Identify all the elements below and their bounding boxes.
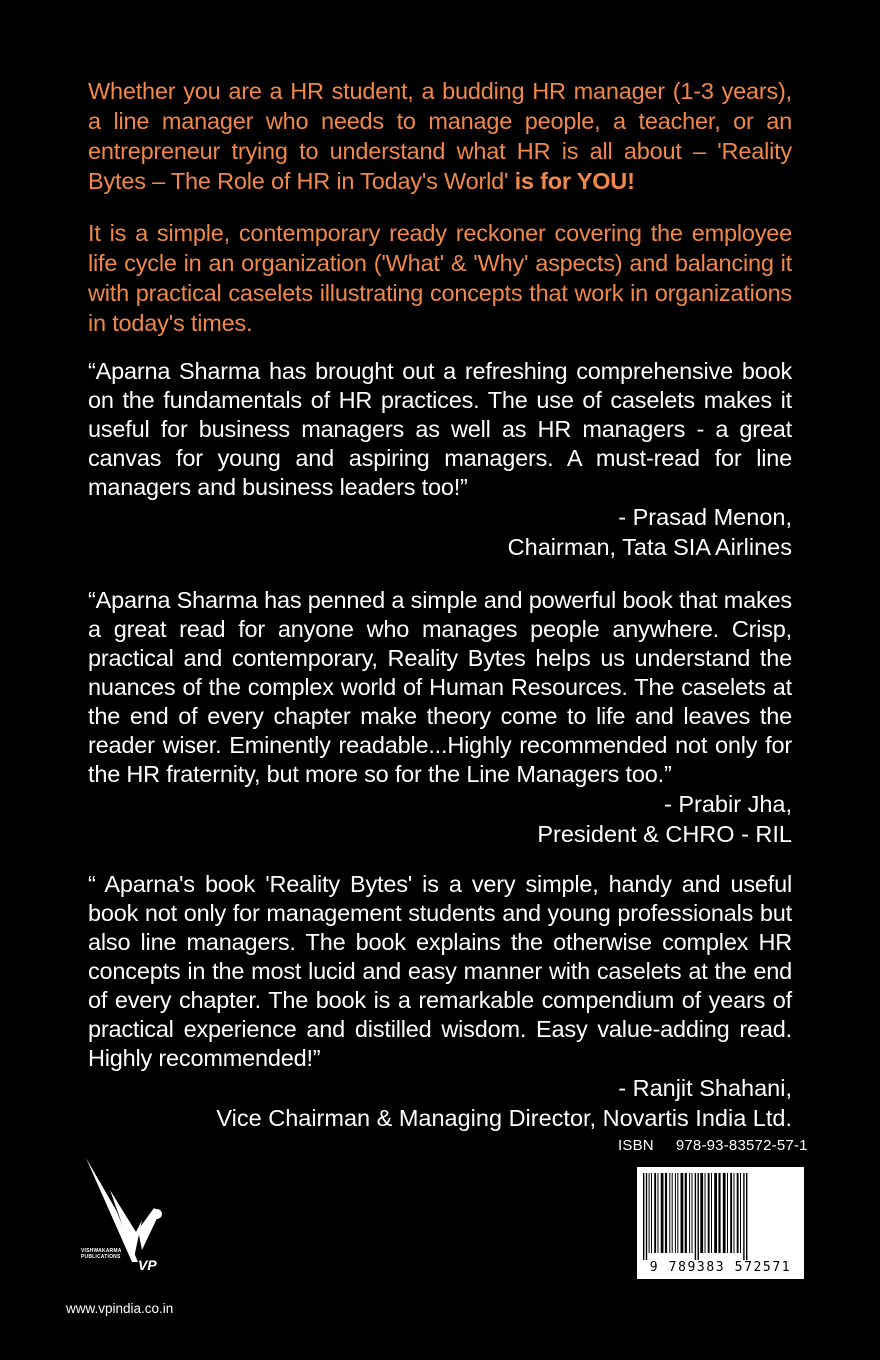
testimonial-author-title: Chairman, Tata SIA Airlines — [507, 534, 792, 560]
barcode-bar — [685, 1173, 687, 1253]
testimonial-3 — [88, 870, 792, 1133]
barcode-bar — [698, 1173, 699, 1265]
publisher-logo — [76, 1150, 186, 1280]
barcode-bar — [718, 1173, 720, 1253]
barcode-bar — [730, 1173, 732, 1253]
barcode-bar — [651, 1173, 652, 1253]
testimonial-author: - Prabir Jha, — [664, 791, 792, 817]
barcode-bar — [708, 1173, 710, 1253]
barcode-bar — [734, 1173, 735, 1253]
barcode-bar — [692, 1173, 693, 1253]
barcode-bar — [740, 1173, 741, 1253]
barcode-bar — [681, 1173, 684, 1253]
publisher-name: VISHWAKARMA PUBLICATIONS — [81, 1248, 122, 1260]
barcode-bar — [665, 1173, 667, 1253]
intro-paragraph-2: It is a simple, contemporary ready reckoner covering the employee life cycle in an organization ('What' & 'Why' aspects) and balancing it with practical caselets illustrating concepts that work in organizations in today's times. — [88, 220, 792, 336]
barcode-bar — [714, 1173, 717, 1253]
barcode-bar — [643, 1173, 644, 1265]
barcode-bar — [672, 1173, 673, 1253]
barcode-bar — [737, 1173, 739, 1253]
barcode-bar — [695, 1173, 696, 1265]
publisher-website: www.vpindia.co.in — [66, 1301, 174, 1316]
barcode-bar — [658, 1173, 659, 1253]
testimonial-author: - Prasad Menon, — [618, 504, 792, 530]
barcode-bar — [649, 1173, 650, 1253]
publisher-logo-icon — [76, 1150, 186, 1280]
testimonial-quote: “Aparna Sharma has penned a simple and powerful book that makes a great read for anyone who manages people anywhere. Crisp, practical and contemporary, Reality Bytes helps us understand the nuances of the complex world of Human Resources. The caselets at the end of every chapter make theory come to life and leaves the reader wiser. Eminently readable...Highly recommended not only for the HR fraternity, but more so for the Line Managers too.” — [88, 587, 792, 787]
barcode-digits: 9 789383 572571 — [641, 1260, 800, 1275]
intro-paragraph-1-text: Whether you are a HR student, a budding HR manager (1-3 years), a line manager who needs to manage people, a teacher, or an entrepreneur trying to understand what HR is all about – 'Reality Bytes – The Role of HR in Today's World' — [88, 78, 792, 194]
intro-paragraph-1 — [88, 76, 792, 196]
barcode-bar — [700, 1173, 703, 1253]
testimonial-author: - Ranjit Shahani, — [618, 1075, 792, 1101]
barcode-bar — [723, 1173, 726, 1253]
barcode-bar — [743, 1173, 744, 1265]
isbn-number: 978-93-83572-57-1 — [675, 1137, 808, 1154]
barcode-bar — [646, 1173, 647, 1265]
barcode-bar — [677, 1173, 678, 1253]
isbn-barcode — [637, 1167, 804, 1279]
testimonial-quote: “ Aparna's book 'Reality Bytes' is a very simple, handy and useful book not only for management students and young professionals but also line managers. The book explains the otherwise complex HR concepts in the most lucid and easy manner with caselets at the end of every chapter. The book is a remarkable compendium of years of practical experience and distilled wisdom. Easy value-adding read. Highly recommended!” — [88, 871, 792, 1071]
barcode-bar — [661, 1173, 664, 1253]
testimonial-attribution — [88, 502, 792, 562]
barcode-bar — [654, 1173, 656, 1253]
testimonial-author-title: President & CHRO - RIL — [537, 821, 792, 847]
isbn-label: ISBN — [618, 1137, 654, 1154]
barcode-bar — [727, 1173, 728, 1253]
barcode-bar — [689, 1173, 690, 1253]
testimonial-2 — [88, 586, 792, 849]
barcode-bar — [669, 1173, 670, 1253]
testimonial-1 — [88, 357, 792, 562]
testimonial-attribution — [88, 789, 792, 849]
barcode-bar — [746, 1173, 747, 1265]
publisher-initials: VP — [138, 1257, 157, 1273]
barcode-bar — [711, 1173, 712, 1253]
barcode-bar — [705, 1173, 706, 1253]
testimonial-attribution — [88, 1073, 792, 1133]
isbn-line — [618, 1137, 808, 1154]
testimonial-author-title: Vice Chairman & Managing Director, Novartis India Ltd. — [216, 1105, 792, 1131]
barcode-bar — [675, 1173, 676, 1253]
intro-emphasis: is for YOU! — [508, 168, 635, 194]
testimonial-quote: “Aparna Sharma has brought out a refreshing comprehensive book on the fundamentals of HR practices. The use of caselets makes it useful for business managers as well as HR managers - a great canvas for young and aspiring managers. A must-read for line managers and business leaders too!” — [88, 358, 792, 500]
